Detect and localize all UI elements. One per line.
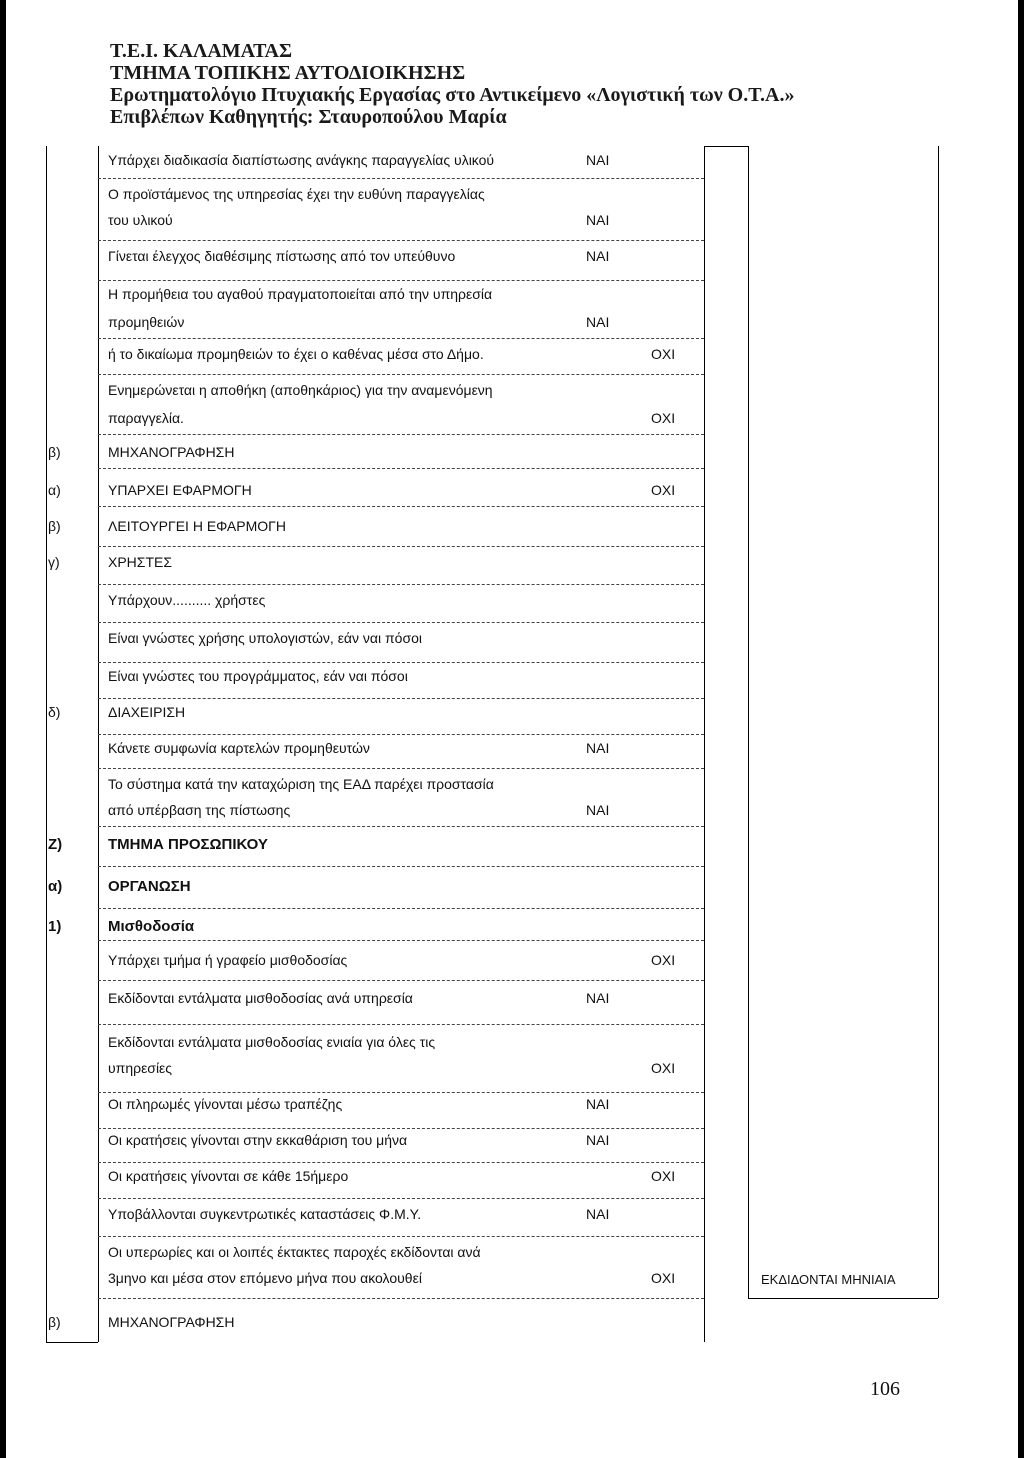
question-text: Γίνεται έλεγχος διαθέσιμης πίστωσης από τον υπεύθυνο	[108, 248, 456, 264]
document-header	[110, 40, 795, 128]
question-text: Το σύστημα κατά την καταχώριση της ΕΑΔ παρέχει προστασία	[108, 776, 494, 792]
answer-note: ΕΚΔΙΔΟΝΤΑΙ ΜΗΝΙΑΙΑ	[761, 1272, 896, 1287]
supervisor-line: Επιβλέπων Καθηγητής: Σταυροπούλου Μαρία	[110, 106, 507, 128]
row-label: β)	[48, 444, 61, 460]
answer-yes: ΝΑΙ	[586, 740, 610, 756]
row-divider	[98, 662, 704, 663]
page-number: 106	[870, 1378, 900, 1400]
question-text: Ο προϊστάμενος της υπηρεσίας έχει την ευθύνη παραγγελίας	[108, 186, 485, 202]
row-divider	[98, 1236, 704, 1237]
row-divider	[98, 434, 704, 435]
question-text: από υπέρβαση της πίστωσης	[108, 802, 291, 818]
notes-bottom-line	[748, 1298, 938, 1299]
question-text: Υπάρχει τμήμα ή γραφείο μισθοδοσίας	[108, 952, 348, 968]
answer-yes: ΝΑΙ	[586, 1206, 610, 1222]
row-divider	[98, 1162, 704, 1163]
row-label: δ)	[48, 704, 61, 720]
question-text: ΧΡΗΣΤΕΣ	[108, 554, 172, 570]
row-label: α)	[48, 878, 63, 895]
question-text: υπηρεσίες	[108, 1060, 173, 1076]
question-text: Οι πληρωμές γίνονται μέσω τραπέζης	[108, 1096, 343, 1112]
answer-column-divider	[704, 146, 705, 1342]
table-right-border	[938, 146, 939, 1298]
answer-no: ΟΧΙ	[651, 1168, 676, 1184]
question-text: 3μηνο και μέσα στον επόμενο μήνα που ακολουθεί	[108, 1270, 422, 1286]
question-text: Εκδίδονται εντάλματα μισθοδοσίας ανά υπηρεσία	[108, 990, 413, 1006]
row-divider	[98, 468, 704, 469]
row-divider	[98, 1198, 704, 1199]
notes-column-divider	[748, 146, 749, 1298]
row-divider	[98, 240, 704, 241]
question-text: προμηθειών	[108, 314, 185, 330]
question-text: ΤΜΗΜΑ ΠΡΟΣΩΠΙΚΟΥ	[108, 836, 268, 853]
question-text: ΜΗΧΑΝΟΓΡΑΦΗΣΗ	[108, 444, 235, 460]
row-divider	[98, 374, 704, 375]
question-text: Οι κρατήσεις γίνονται στην εκκαθάριση του μήνα	[108, 1132, 408, 1148]
answer-yes: ΝΑΙ	[586, 212, 610, 228]
question-text: Ενημερώνεται η αποθήκη (αποθηκάριος) για την αναμενόμενη	[108, 382, 493, 398]
answer-yes: ΝΑΙ	[586, 152, 610, 168]
table-left-border	[46, 146, 47, 1342]
table-bottom-line	[46, 1342, 98, 1343]
question-text: του υλικού	[108, 212, 173, 228]
answer-yes: ΝΑΙ	[586, 248, 610, 264]
answer-no: ΟΧΙ	[651, 482, 676, 498]
question-text: Οι κρατήσεις γίνονται σε κάθε 15ήμερο	[108, 1168, 349, 1184]
question-text: Εκδίδονται εντάλματα μισθοδοσίας ενιαία για όλες τις	[108, 1034, 436, 1050]
question-text: Κάνετε συμφωνία καρτελών προμηθευτών	[108, 740, 370, 756]
answer-yes: ΝΑΙ	[586, 802, 610, 818]
answer-yes: ΝΑΙ	[586, 314, 610, 330]
question-text: Η προμήθεια του αγαθού πραγματοποιείται από την υπηρεσία	[108, 286, 493, 302]
question-text: Είναι γνώστες χρήσης υπολογιστών, εάν ναι πόσοι	[108, 630, 422, 646]
row-divider	[98, 866, 704, 867]
row-divider	[98, 1128, 704, 1129]
question-text: Υπάρχει διαδικασία διαπίστωσης ανάγκης παραγγελίας υλικού	[108, 152, 495, 168]
department-name: ΤΜΗΜΑ ΤΟΠΙΚΗΣ ΑΥΤΟΔΙΟΙΚΗΣΗΣ	[110, 62, 466, 84]
row-label: Ζ)	[48, 836, 63, 853]
answer-no: ΟΧΙ	[651, 346, 676, 362]
row-label: α)	[48, 482, 61, 498]
row-divider	[98, 826, 704, 827]
question-text: ΔΙΑΧΕΙΡΙΣΗ	[108, 704, 186, 720]
row-divider	[98, 908, 704, 909]
row-divider	[98, 734, 704, 735]
answer-yes: ΝΑΙ	[586, 1132, 610, 1148]
row-divider	[98, 940, 704, 941]
document-page	[6, 0, 1018, 1458]
answer-no: ΟΧΙ	[651, 1270, 676, 1286]
question-text: Οι υπερωρίες και οι λοιπές έκτακτες παροχές εκδίδονται ανά	[108, 1244, 481, 1260]
row-divider	[98, 1298, 704, 1299]
question-text: ή το δικαίωμα προμηθειών το έχει ο καθένας μέσα στο Δήμο.	[108, 346, 484, 362]
answer-no: ΟΧΙ	[651, 1060, 676, 1076]
row-divider	[98, 698, 704, 699]
answer-yes: ΝΑΙ	[586, 1096, 610, 1112]
answer-yes: ΝΑΙ	[586, 990, 610, 1006]
row-divider	[98, 584, 704, 585]
row-divider	[98, 546, 704, 547]
table-top-line	[704, 146, 748, 147]
row-divider	[98, 980, 704, 981]
row-divider	[98, 280, 704, 281]
question-text: παραγγελία.	[108, 410, 184, 426]
row-divider	[98, 1092, 704, 1093]
row-divider	[98, 1024, 704, 1025]
row-divider	[98, 338, 704, 339]
row-divider	[98, 622, 704, 623]
question-text: ΟΡΓΑΝΩΣΗ	[108, 878, 191, 895]
question-text: Είναι γνώστες του προγράμματος, εάν ναι πόσοι	[108, 668, 408, 684]
row-divider	[98, 178, 704, 179]
question-text: ΜΗΧΑΝΟΓΡΑΦΗΣΗ	[108, 1314, 235, 1330]
row-label: β)	[48, 1314, 61, 1330]
row-divider	[98, 768, 704, 769]
row-label: γ)	[48, 554, 60, 570]
row-label: 1)	[48, 918, 62, 935]
question-text: Υποβάλλονται συγκεντρωτικές καταστάσεις Φ.Μ.Υ.	[108, 1206, 422, 1222]
questionnaire-title: Ερωτηματολόγιο Πτυχιακής Εργασίας στο Αντικείμενο «Λογιστική των Ο.Τ.Α.»	[110, 84, 795, 106]
institution-name: Τ.Ε.Ι. ΚΑΛΑΜΑΤΑΣ	[110, 40, 293, 62]
row-divider	[98, 506, 704, 507]
answer-no: ΟΧΙ	[651, 952, 676, 968]
question-text: ΛΕΙΤΟΥΡΓΕΙ Η ΕΦΑΡΜΟΓΗ	[108, 518, 286, 534]
question-text: ΥΠΑΡΧΕΙ ΕΦΑΡΜΟΓΗ	[108, 482, 252, 498]
question-text: Μισθοδοσία	[108, 918, 195, 935]
row-label: β)	[48, 518, 61, 534]
answer-no: ΟΧΙ	[651, 410, 676, 426]
question-text: Υπάρχουν.......... χρήστες	[108, 592, 266, 608]
